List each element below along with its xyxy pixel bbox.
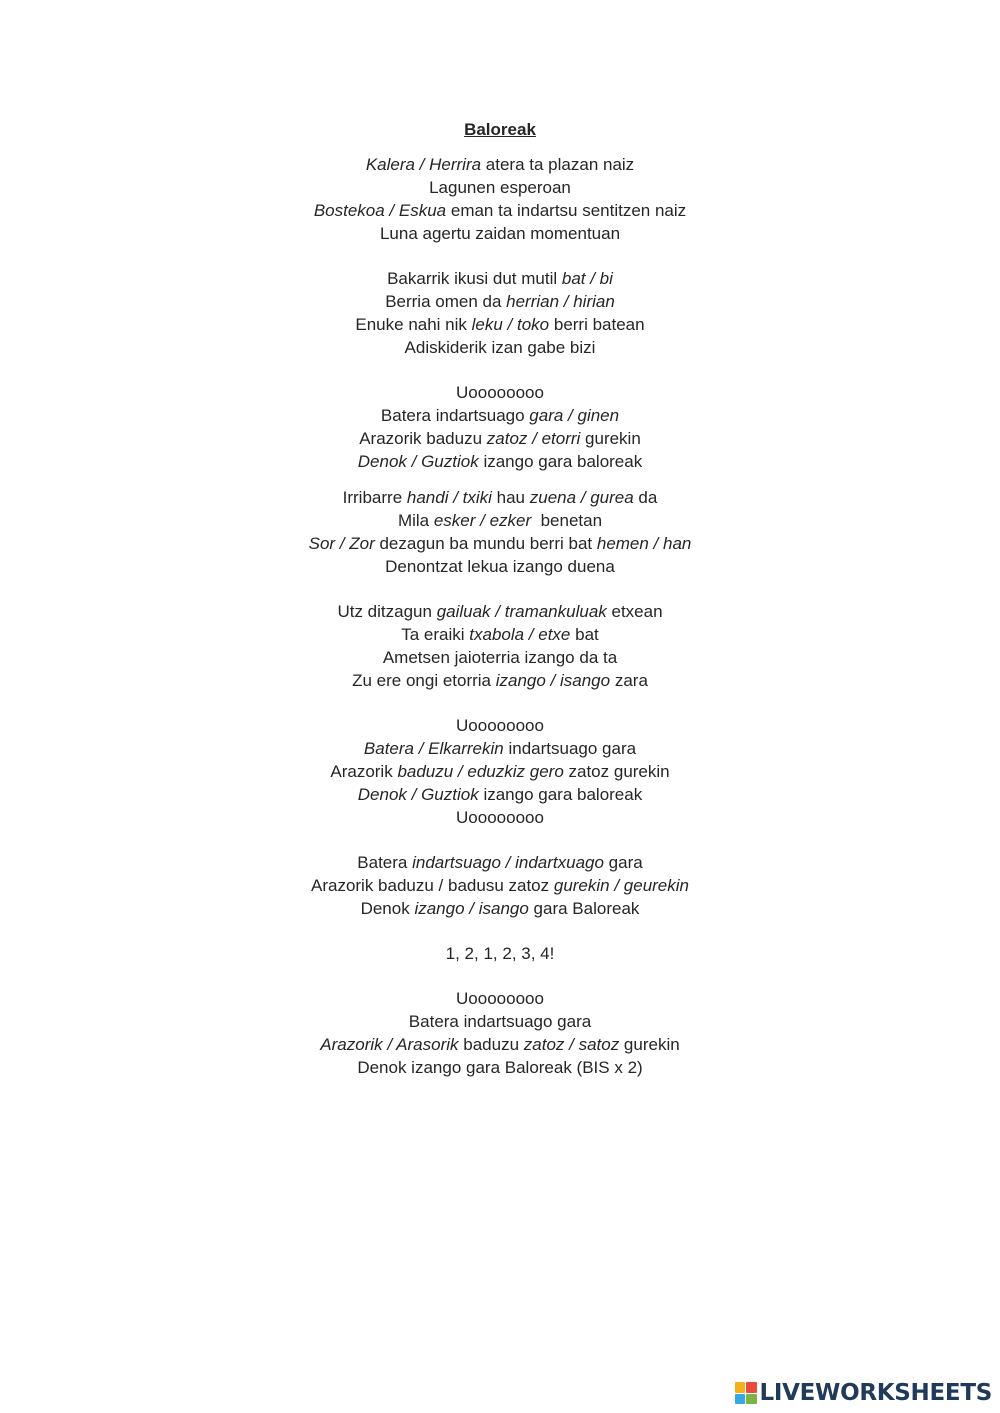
lyric-text: Berria omen da bbox=[385, 292, 507, 311]
lyric-text: zara bbox=[610, 671, 648, 690]
lyric-text: etxean bbox=[606, 602, 663, 621]
lyric-text: eman ta indartsu sentitzen naiz bbox=[446, 201, 687, 220]
lyric-text: Uoooooooo bbox=[456, 808, 544, 827]
lyric-text: gurekin bbox=[580, 429, 641, 448]
lyric-line bbox=[0, 555, 1000, 578]
stanza bbox=[0, 381, 1000, 473]
lyric-option: zuena / gurea bbox=[529, 488, 634, 507]
lyric-option: zatoz / satoz bbox=[523, 1035, 620, 1054]
lyric-option: hemen / han bbox=[596, 534, 692, 553]
stanza bbox=[0, 851, 1000, 920]
lyric-text: berri batean bbox=[549, 315, 645, 334]
stanza bbox=[0, 600, 1000, 692]
lyric-option: gara / ginen bbox=[529, 406, 620, 425]
lyrics-body bbox=[0, 153, 1000, 1079]
liveworksheets-logo-icon bbox=[735, 1382, 757, 1404]
lyric-text: Adiskiderik izan gabe bizi bbox=[404, 338, 596, 357]
lyric-line bbox=[0, 669, 1000, 692]
logo-square-yellow bbox=[735, 1382, 746, 1393]
lyric-option: zatoz / etorri bbox=[486, 429, 581, 448]
lyric-line bbox=[0, 199, 1000, 222]
lyric-text: Ametsen jaioterria izango da ta bbox=[382, 648, 618, 667]
lyric-text: Arazorik baduzu bbox=[359, 429, 487, 448]
lyric-line bbox=[0, 222, 1000, 245]
lyric-option: handi / txiki bbox=[406, 488, 492, 507]
lyric-line bbox=[0, 427, 1000, 450]
lyric-text: baduzu bbox=[458, 1035, 524, 1054]
lyric-line bbox=[0, 532, 1000, 555]
logo-square-red bbox=[746, 1382, 757, 1393]
lyric-option: Kalera / Herrira bbox=[365, 155, 482, 174]
lyric-line bbox=[0, 450, 1000, 473]
lyric-line bbox=[0, 486, 1000, 509]
lyric-text: Ta eraiki bbox=[401, 625, 470, 644]
lyric-line bbox=[0, 267, 1000, 290]
lyric-text: Batera bbox=[357, 853, 413, 872]
lyric-line bbox=[0, 600, 1000, 623]
logo-square-blue bbox=[735, 1394, 746, 1405]
liveworksheets-logo[interactable] bbox=[735, 1379, 992, 1407]
lyric-line bbox=[0, 381, 1000, 404]
lyric-line bbox=[0, 851, 1000, 874]
lyric-option: Batera / Elkarrekin bbox=[363, 739, 504, 758]
lyric-line bbox=[0, 313, 1000, 336]
lyric-option: herrian / hirian bbox=[506, 292, 615, 311]
lyric-text: Arazorik baduzu / badusu zatoz bbox=[310, 876, 554, 895]
lyric-option: Denok / Guztiok bbox=[357, 452, 479, 471]
lyric-line bbox=[0, 153, 1000, 176]
lyric-text: Batera indartsuago gara bbox=[408, 1012, 592, 1031]
lyric-text: Zu ere ongi etorria bbox=[352, 671, 496, 690]
lyric-text: Arazorik bbox=[330, 762, 398, 781]
lyric-text: bat bbox=[570, 625, 599, 644]
lyric-line bbox=[0, 646, 1000, 669]
lyric-text: Uoooooooo bbox=[456, 383, 544, 402]
lyric-text: Utz ditzagun bbox=[337, 602, 437, 621]
lyric-option: Denok / Guztiok bbox=[357, 785, 479, 804]
lyric-text: Lagunen esperoan bbox=[429, 178, 571, 197]
liveworksheets-logo-text: LIVEWORKSHEETS bbox=[759, 1380, 992, 1406]
lyric-text: izango gara baloreak bbox=[478, 785, 643, 804]
lyric-text: Denontzat lekua izango duena bbox=[385, 557, 615, 576]
lyric-line bbox=[0, 290, 1000, 313]
lyric-line bbox=[0, 987, 1000, 1010]
stanza bbox=[0, 714, 1000, 829]
lyric-text: hau bbox=[491, 488, 530, 507]
lyric-text: gurekin bbox=[619, 1035, 680, 1054]
lyric-option: izango / isango bbox=[414, 899, 529, 918]
lyric-text: izango gara baloreak bbox=[478, 452, 643, 471]
lyric-text: zatoz gurekin bbox=[563, 762, 670, 781]
lyric-text: Luna agertu zaidan momentuan bbox=[379, 224, 621, 243]
lyric-text: dezagun ba mundu berri bat bbox=[374, 534, 597, 553]
stanza bbox=[0, 486, 1000, 578]
lyric-line bbox=[0, 1033, 1000, 1056]
lyric-option: Bostekoa / Eskua bbox=[313, 201, 447, 220]
lyric-text: da bbox=[633, 488, 658, 507]
lyric-line bbox=[0, 509, 1000, 532]
lyric-text: Enuke nahi nik bbox=[355, 315, 472, 334]
lyric-text: Irribarre bbox=[342, 488, 407, 507]
lyric-option: indartsuago / indartxuago bbox=[412, 853, 604, 872]
lyric-option: izango / isango bbox=[495, 671, 611, 690]
lyric-option: esker / ezker bbox=[433, 511, 532, 530]
lyric-line bbox=[0, 1056, 1000, 1079]
lyric-text: Batera indartsuago bbox=[380, 406, 530, 425]
lyric-line bbox=[0, 874, 1000, 897]
lyric-option: gurekin / geurekin bbox=[553, 876, 689, 895]
lyric-line bbox=[0, 404, 1000, 427]
stanza bbox=[0, 153, 1000, 245]
lyric-text: Uoooooooo bbox=[456, 716, 544, 735]
lyric-text: gara Baloreak bbox=[528, 899, 640, 918]
lyric-text: Mila bbox=[397, 511, 434, 530]
lyric-text: Bakarrik ikusi dut mutil bbox=[387, 269, 562, 288]
lyric-option: bat / bi bbox=[561, 269, 613, 288]
lyric-line bbox=[0, 897, 1000, 920]
lyric-option: baduzu / eduzkiz gero bbox=[397, 762, 564, 781]
lyric-line bbox=[0, 623, 1000, 646]
lyric-text: gara bbox=[603, 853, 643, 872]
lyric-text: Denok bbox=[360, 899, 415, 918]
lyric-text: atera ta plazan naiz bbox=[481, 155, 635, 174]
lyric-option: Arazorik / Arasorik bbox=[320, 1035, 459, 1054]
stanza bbox=[0, 942, 1000, 965]
lyric-line bbox=[0, 783, 1000, 806]
lyric-line bbox=[0, 760, 1000, 783]
lyric-line bbox=[0, 176, 1000, 199]
lyric-option: txabola / etxe bbox=[469, 625, 571, 644]
lyric-line bbox=[0, 942, 1000, 965]
lyric-line bbox=[0, 336, 1000, 359]
page-title: Baloreak bbox=[464, 120, 536, 139]
stanza bbox=[0, 987, 1000, 1079]
lyric-line bbox=[0, 1010, 1000, 1033]
lyric-text: Denok izango gara Baloreak (BIS x 2) bbox=[357, 1058, 643, 1077]
lyric-text: Uoooooooo bbox=[456, 989, 544, 1008]
lyric-option: gailuak / tramankuluak bbox=[436, 602, 607, 621]
lyric-line bbox=[0, 714, 1000, 737]
lyric-text: 1, 2, 1, 2, 3, 4! bbox=[445, 944, 555, 963]
lyric-option: Sor / Zor bbox=[308, 534, 375, 553]
lyric-option: leku / toko bbox=[471, 315, 550, 334]
stanza bbox=[0, 267, 1000, 359]
lyric-line bbox=[0, 806, 1000, 829]
lyric-line bbox=[0, 737, 1000, 760]
lyric-text: indartsuago gara bbox=[503, 739, 637, 758]
lyric-text: benetan bbox=[531, 511, 603, 530]
logo-square-green bbox=[746, 1394, 757, 1405]
